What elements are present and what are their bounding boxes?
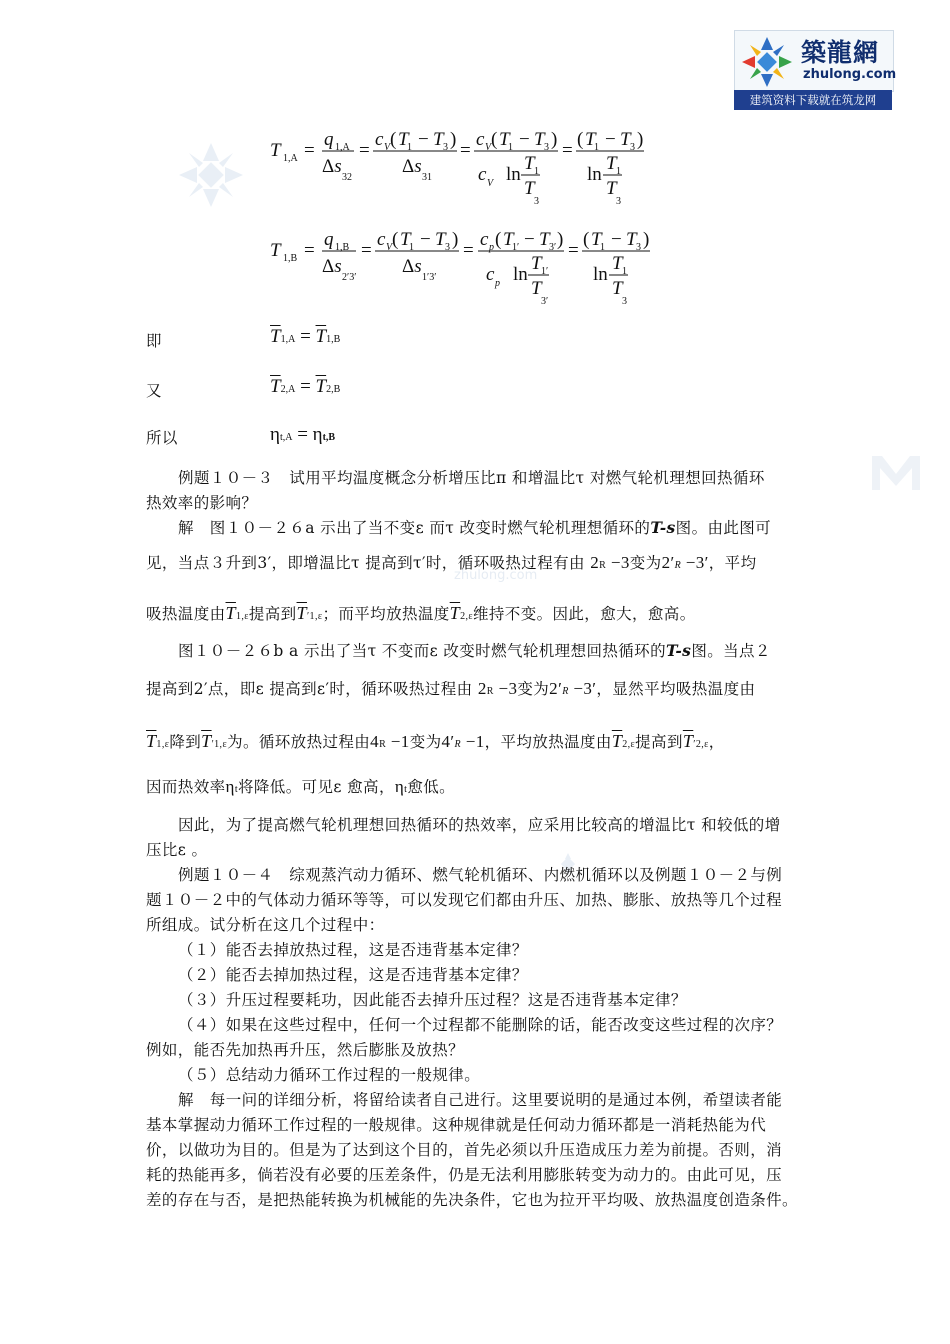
svg-text:3: 3: [445, 242, 450, 253]
fig-10-26b-line4: 因而热效率ηt将降低。可见ε 愈高，ηt愈低。: [146, 777, 456, 796]
logo-panel: [734, 30, 897, 92]
svg-text:T: T: [531, 253, 542, 274]
svg-text:): ): [637, 129, 644, 150]
svg-text:31: 31: [422, 172, 432, 183]
label-suoyi: 所以: [146, 429, 178, 447]
svg-text:(: (: [577, 129, 584, 150]
svg-text:T: T: [591, 229, 602, 250]
svg-text:1: 1: [600, 242, 605, 253]
svg-text:1′3′: 1′3′: [422, 272, 437, 283]
svg-text:ln: ln: [513, 264, 528, 285]
logo-slogan: 建筑资料下载就在筑龙网: [734, 90, 892, 110]
svg-text:3: 3: [636, 242, 641, 253]
svg-text:T: T: [433, 129, 444, 150]
answer-line3: 价，以做功为目的。但是为了达到这个目的，首先必须以升压造成压力差为前提。否则，消: [146, 1141, 783, 1159]
watermark-snowflake-icon: [176, 140, 246, 210]
solution-10-3-line3: 吸热温度由$\overline{T}1,\varepsilon$提高到$\overline{T}'1,\varepsilon$；而平均放热温度$\overline{T}2,\varepsilon$维持不变。因此，愈大，愈高。: [146, 603, 696, 623]
svg-text:ln: ln: [587, 164, 602, 185]
svg-text:c: c: [480, 229, 489, 250]
svg-text:T: T: [270, 240, 281, 261]
svg-text:Δs: Δs: [402, 256, 422, 277]
svg-text:): ): [450, 129, 457, 150]
svg-text:T: T: [612, 278, 623, 299]
svg-text:T: T: [585, 129, 596, 150]
example-10-3-line2: 热效率的影响？: [146, 494, 258, 512]
fig-10-26b-line2: 提高到2′点，即ε 提高到ε′时，循环吸热过程由 2R −3变为2′R −3′，显然平均吸热温度由: [146, 679, 756, 698]
svg-text:c: c: [476, 129, 485, 150]
svg-text:3′: 3′: [549, 242, 557, 253]
svg-text:−: −: [418, 129, 429, 150]
svg-text:1: 1: [409, 242, 414, 253]
answer-line4: 耗的热能再多，倘若没有必要的压差条件，仍是无法利用膨胀转变为动力的。由此可见，压: [146, 1166, 783, 1184]
watermark-text: zhulong.com: [454, 568, 538, 583]
svg-text:T: T: [435, 229, 446, 250]
svg-text:T: T: [524, 178, 535, 199]
svg-text:−: −: [524, 229, 535, 250]
svg-text:Δs: Δs: [322, 156, 342, 177]
svg-text:=: =: [460, 140, 471, 161]
svg-text:1,A: 1,A: [335, 142, 350, 153]
svg-text:1,A: 1,A: [283, 153, 298, 164]
svg-text:=: =: [304, 140, 315, 161]
question-1: （１）能否去掉放热过程，这是否违背基本定律？: [178, 941, 528, 959]
svg-text:1,B: 1,B: [335, 242, 350, 253]
svg-text:(: (: [491, 129, 498, 150]
svg-text:1: 1: [508, 142, 513, 153]
svg-text:−: −: [420, 229, 431, 250]
svg-text:Δs: Δs: [402, 156, 422, 177]
question-2: （２）能否去掉加热过程，这是否违背基本定律？: [178, 966, 528, 984]
svg-text:(: (: [495, 229, 502, 250]
svg-text:T: T: [539, 229, 550, 250]
svg-text:T: T: [398, 129, 409, 150]
label-ji: 即: [146, 332, 162, 350]
svg-text:3′: 3′: [541, 296, 549, 307]
svg-text:Δs: Δs: [322, 256, 342, 277]
logo-name-cn: 築龍網: [801, 38, 880, 67]
svg-text:T: T: [626, 229, 637, 250]
svg-text:=: =: [361, 240, 372, 261]
question-4-line1: （４）如果在这些过程中，任何一个过程都不能删除的话，能否改变这些过程的次序？: [178, 1016, 783, 1034]
svg-text:T: T: [400, 229, 411, 250]
svg-text:T: T: [499, 129, 510, 150]
svg-text:(: (: [392, 229, 399, 250]
svg-text:T: T: [606, 178, 617, 199]
svg-text:T: T: [620, 129, 631, 150]
svg-text:ln: ln: [593, 264, 608, 285]
fig-10-26b-line1: 图１０－２６b a 示出了当τ 不变而ε 改变时燃气轮机理想回热循环的T-s图。当点２: [178, 641, 771, 660]
svg-text:T: T: [606, 153, 617, 174]
svg-text:1: 1: [594, 142, 599, 153]
answer-line2: 基本掌握动力循环工作过程的一般规律。这种规律就是任何动力循环都是一消耗热能为代: [146, 1116, 767, 1134]
svg-text:3: 3: [616, 196, 621, 207]
svg-text:T: T: [524, 153, 535, 174]
example-10-4-line1: 例题１０－４ 综观蒸汽动力循环、燃气轮机循环、内燃机循环以及例题１０－２与例: [178, 866, 783, 884]
svg-text:1′: 1′: [541, 266, 549, 277]
example-10-4-line2: 题１０－２中的气体动力循环等等，可以发现它们都由升压、加热、膨胀、放热等几个过程: [146, 891, 783, 909]
svg-text:(: (: [583, 229, 590, 250]
svg-text:V: V: [384, 142, 391, 153]
answer-line1: 解 每一问的详细分析，将留给读者自己进行。这里要说明的是通过本例，希望读者能: [178, 1091, 783, 1109]
equation-eta-equal: ηt,A = ηt,B: [270, 424, 336, 445]
svg-text:32: 32: [342, 172, 352, 183]
svg-text:c: c: [486, 264, 495, 285]
svg-text:T: T: [612, 253, 623, 274]
conclusion-line2: 压比ε 。: [146, 841, 208, 859]
solution-10-3-line1: 解 图１０－２６a 示出了当不变ε 而τ 改变时燃气轮机理想循环的T-s图。由此图可: [178, 518, 772, 537]
svg-text:): ): [643, 229, 650, 250]
svg-text:(: (: [390, 129, 397, 150]
svg-text:T: T: [503, 229, 514, 250]
logo-name-en: zhulong.com: [803, 67, 897, 82]
svg-text:): ): [551, 129, 558, 150]
svg-text:3: 3: [534, 196, 539, 207]
svg-text:2′3′: 2′3′: [342, 272, 357, 283]
fig-10-26b-line3: $\overline{T}1,\varepsilon$降到$\overline{T}'1,\varepsilon$为。循环放热过程由4R −1变为4′R −1，平均放热温度由$\overline{T}2,\varepsilon$提高到$\overline{T}'2,\varepsilon$，: [146, 731, 725, 751]
svg-text:−: −: [605, 129, 616, 150]
svg-text:=: =: [562, 140, 573, 161]
svg-text:V: V: [485, 142, 492, 153]
svg-text:p: p: [489, 242, 494, 253]
question-5: （５）总结动力循环工作过程的一般规律。: [178, 1066, 481, 1084]
equation-t1b: [266, 220, 650, 312]
svg-text:T: T: [534, 129, 545, 150]
svg-text:1: 1: [534, 166, 539, 177]
svg-text:q: q: [324, 129, 334, 150]
svg-text:V: V: [386, 242, 393, 253]
equation-t1-equal: $\overline{T}1,A = \overline{T}1,B$: [270, 326, 341, 347]
equation-t1a: [266, 120, 646, 212]
example-10-4-line3: 所组成。试分析在这几个过程中：: [146, 916, 385, 934]
svg-text:c: c: [375, 129, 384, 150]
svg-text:3: 3: [630, 142, 635, 153]
svg-text:1: 1: [407, 142, 412, 153]
svg-text:3: 3: [622, 296, 627, 307]
svg-text:3: 3: [443, 142, 448, 153]
svg-text:V: V: [487, 178, 494, 189]
svg-text:c: c: [478, 164, 487, 185]
equation-t2-equal: $\overline{T}2,A = \overline{T}2,B$: [270, 376, 341, 397]
svg-text:1′: 1′: [512, 242, 520, 253]
svg-text:ln: ln: [506, 164, 521, 185]
svg-text:): ): [557, 229, 564, 250]
example-10-3-line1: 例题１０－３ 试用平均温度概念分析增压比π 和增温比τ 对燃气轮机理想回热循环: [178, 469, 765, 487]
zhulong-logo: [734, 30, 897, 110]
svg-text:=: =: [304, 240, 315, 261]
watermark-m-icon: [868, 448, 924, 494]
svg-text:1: 1: [616, 166, 621, 177]
svg-text:): ): [452, 229, 459, 250]
svg-text:1: 1: [622, 266, 627, 277]
answer-line5: 差的存在与否，是把热能转换为机械能的先决条件，它也为拉开平均吸、放热温度创造条件。: [146, 1191, 798, 1209]
svg-text:T: T: [270, 140, 281, 161]
svg-text:1,B: 1,B: [283, 253, 298, 264]
svg-text:3: 3: [544, 142, 549, 153]
svg-text:q: q: [324, 229, 334, 250]
svg-text:=: =: [359, 140, 370, 161]
svg-text:−: −: [611, 229, 622, 250]
question-4-line2: 例如，能否先加热再升压，然后膨胀及放热？: [146, 1041, 465, 1059]
svg-text:−: −: [519, 129, 530, 150]
question-3: （３）升压过程要耗功，因此能否去掉升压过程？这是否违背基本定律？: [178, 991, 687, 1009]
snowflake-logo-icon: [739, 35, 795, 89]
label-you: 又: [146, 382, 162, 400]
svg-text:=: =: [568, 240, 579, 261]
svg-text:c: c: [377, 229, 386, 250]
svg-text:=: =: [463, 240, 474, 261]
conclusion-line1: 因此，为了提高燃气轮机理想回热循环的热效率，应采用比较高的增温比τ 和较低的增: [178, 816, 781, 834]
svg-text:p: p: [495, 278, 500, 289]
svg-text:T: T: [531, 278, 542, 299]
solution-10-3-line2: 见，当点３升到3′，即增温比τ 提高到τ′时，循环吸热过程有由 2R −3变为2′R −3′，平均: [146, 553, 757, 572]
